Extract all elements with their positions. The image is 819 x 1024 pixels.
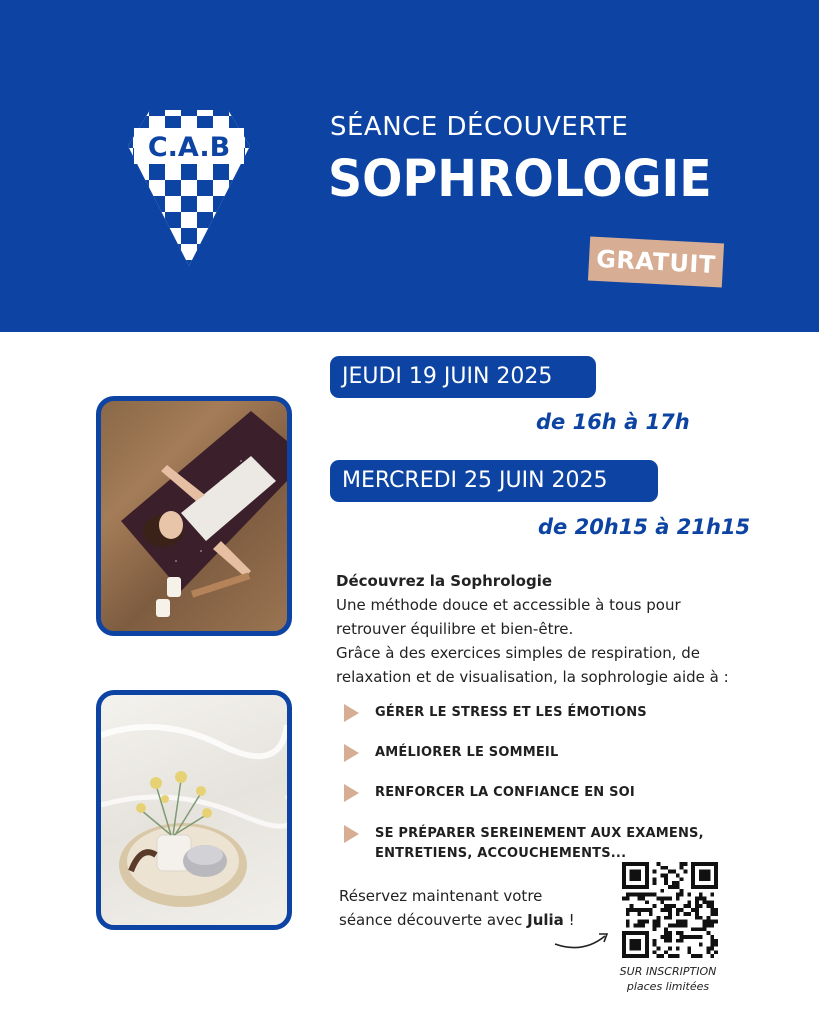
benefit-item <box>344 783 635 803</box>
triangle-bullet-icon <box>344 825 359 843</box>
subtitle: SÉANCE DÉCOUVERTE <box>330 112 629 142</box>
intro-line-1: Une méthode douce et accessible à tous pour <box>336 596 681 614</box>
cab-logo-icon <box>128 106 250 266</box>
reserve-line-1: Réservez maintenant votre <box>339 887 543 905</box>
intro-line-3: Grâce à des exercices simples de respiration, de <box>336 644 700 662</box>
triangle-bullet-icon <box>344 704 359 722</box>
qr-caption <box>604 964 732 994</box>
triangle-bullet-icon <box>344 744 359 762</box>
qr-caption-1: SUR INSCRIPTION <box>619 965 717 978</box>
intro-heading: Découvrez la Sophrologie <box>336 572 553 590</box>
free-badge: GRATUIT <box>588 237 724 288</box>
header-banner <box>0 0 819 332</box>
curved-arrow-icon <box>553 928 613 952</box>
benefit-item <box>344 743 558 763</box>
photo-flowers <box>96 690 292 930</box>
benefit-text: AMÉLIORER LE SOMMEIL <box>375 745 559 760</box>
qr-caption-2: places limitées <box>626 980 710 993</box>
intro-line-4: relaxation et de visualisation, la sophrologie aide à : <box>336 668 729 686</box>
photo-relaxation <box>96 396 292 636</box>
qr-code-icon[interactable] <box>622 862 718 958</box>
page-title: SOPHROLOGIE <box>328 150 712 209</box>
intro-text <box>336 569 756 689</box>
session-date-2: MERCREDI 25 JUIN 2025 <box>330 460 658 502</box>
session-time-2: de 20h15 à 21h15 <box>538 515 751 539</box>
intro-line-2: retrouver équilibre et bien-être. <box>336 620 574 638</box>
benefit-text: GÉRER LE STRESS ET LES ÉMOTIONS <box>375 705 647 720</box>
session-date-1: JEUDI 19 JUIN 2025 <box>330 356 596 398</box>
reserve-line-2: séance découverte avec Julia ! <box>339 911 575 929</box>
benefit-item <box>344 703 647 723</box>
logo-text: C.A.B <box>147 132 231 163</box>
reserve-text <box>339 884 629 932</box>
session-time-1: de 16h à 17h <box>536 410 690 434</box>
triangle-bullet-icon <box>344 784 359 802</box>
benefit-item <box>344 824 704 864</box>
benefit-text-line-2: ENTRETIENS, ACCOUCHEMENTS... <box>375 846 627 861</box>
benefit-text: RENFORCER LA CONFIANCE EN SOI <box>375 785 635 800</box>
coach-name: Julia <box>527 911 564 929</box>
benefit-text <box>375 824 704 864</box>
benefit-text-line-1: SE PRÉPARER SEREINEMENT AUX EXAMENS, <box>375 826 704 841</box>
